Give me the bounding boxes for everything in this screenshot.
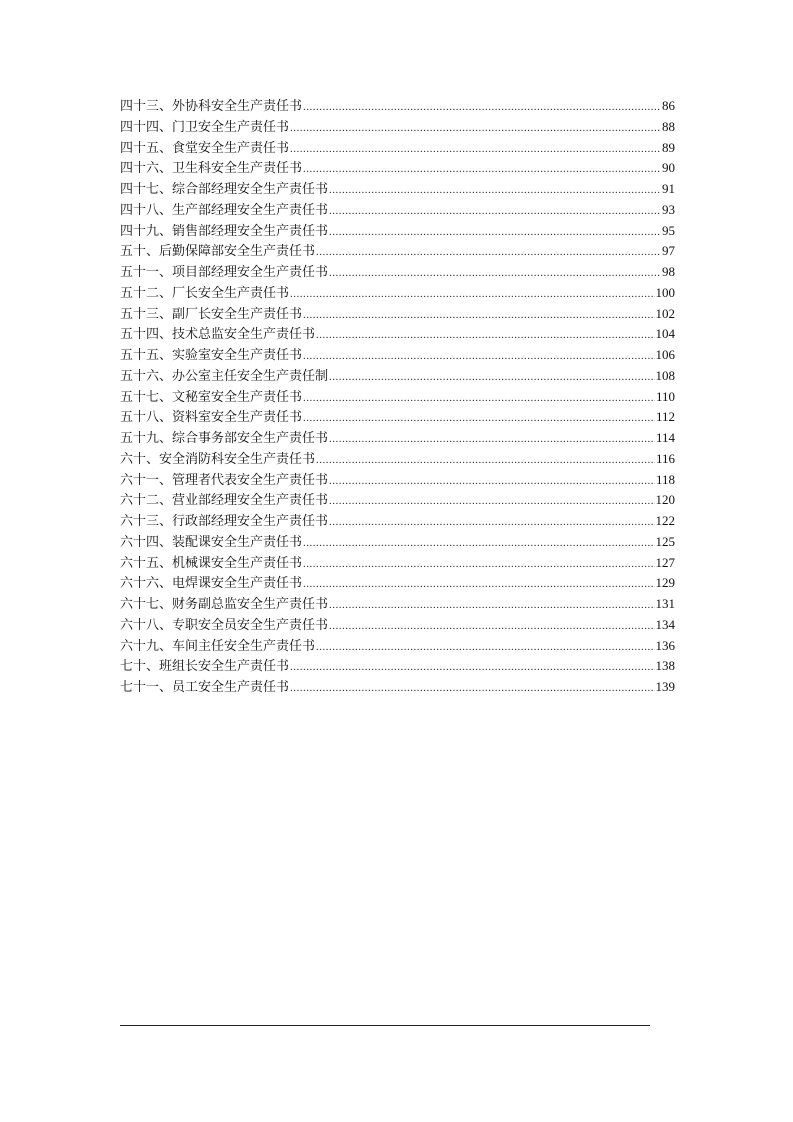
toc-entry-title: 六十四、装配课安全生产责任书 [120, 534, 303, 550]
toc-dot-leader [316, 242, 661, 263]
toc-entry-title: 五十三、副厂长安全生产责任书 [120, 306, 303, 322]
toc-entry-title: 五十一、项目部经理安全生产责任书 [120, 265, 329, 280]
toc-entry-page-number: 122 [655, 513, 675, 528]
toc-dot-leader [329, 491, 654, 512]
toc-dot-leader [290, 678, 654, 699]
toc-entry[interactable] [120, 200, 675, 221]
toc-entry-title: 六十七、财务副总监安全生产责任书 [120, 597, 329, 612]
toc-entry[interactable] [120, 387, 675, 408]
toc-dot-leader [329, 367, 654, 388]
toc-entry-title: 四十八、生产部经理安全生产责任书 [120, 202, 329, 218]
toc-entry-title: 四十九、销售部经理安全生产责任书 [120, 223, 329, 239]
toc-entry[interactable] [120, 615, 675, 636]
toc-entry-title: 六十一、管理者代表安全生产责任书 [120, 472, 329, 488]
toc-entry[interactable] [120, 490, 675, 511]
toc-entry-page-number: 138 [655, 658, 675, 674]
toc-entry-page-number: 89 [662, 139, 675, 155]
toc-entry[interactable] [120, 179, 675, 200]
toc-entry-title: 五十八、资料室安全生产责任书 [120, 410, 303, 426]
toc-entry[interactable] [120, 407, 675, 428]
toc-entry-title: 七十一、员工安全生产责任书 [120, 680, 290, 695]
toc-entry[interactable] [120, 573, 675, 594]
toc-entry[interactable] [120, 304, 675, 325]
toc-entry-page-number: 125 [655, 533, 675, 549]
toc-entry-title: 六十五、机械课安全生产责任书 [120, 555, 303, 571]
toc-entry[interactable] [120, 158, 675, 179]
toc-entry[interactable] [120, 594, 675, 615]
toc-dot-leader [329, 201, 661, 222]
toc-entry[interactable] [120, 324, 675, 345]
toc-entry[interactable] [120, 366, 675, 387]
toc-dot-leader [290, 284, 654, 305]
toc-dot-leader [329, 616, 654, 637]
toc-entry-page-number: 114 [655, 430, 675, 445]
table-of-contents [120, 96, 675, 698]
toc-entry[interactable] [120, 677, 675, 698]
toc-entry-page-number: 120 [655, 492, 675, 508]
toc-entry-title: 四十六、卫生科安全生产责任书 [120, 161, 303, 177]
toc-entry-title: 五十四、技术总监安全生产责任书 [120, 327, 316, 343]
toc-dot-leader [290, 657, 654, 678]
toc-entry-title: 四十五、食堂安全生产责任书 [120, 140, 290, 156]
toc-entry-title: 四十七、综合部经理安全生产责任书 [120, 182, 329, 197]
toc-dot-leader [316, 450, 655, 471]
toc-dot-leader [290, 139, 661, 160]
toc-dot-leader [329, 222, 661, 243]
toc-entry[interactable] [120, 138, 675, 159]
toc-dot-leader [290, 118, 661, 139]
toc-dot-leader [329, 471, 655, 492]
toc-entry[interactable] [120, 656, 675, 677]
toc-entry-page-number: 106 [655, 347, 675, 362]
toc-entry[interactable] [120, 96, 675, 117]
toc-dot-leader [303, 408, 655, 429]
toc-entry-title: 五十、后勤保障部安全生产责任书 [120, 244, 316, 260]
toc-entry-page-number: 98 [662, 264, 675, 279]
toc-dot-leader [303, 574, 654, 595]
toc-entry-title: 六十三、行政部经理安全生产责任书 [120, 514, 329, 529]
toc-entry[interactable] [120, 636, 675, 657]
toc-entry-title: 六十二、营业部经理安全生产责任书 [120, 493, 329, 509]
toc-entry-page-number: 108 [655, 367, 675, 383]
toc-entry-page-number: 91 [662, 181, 675, 196]
toc-entry[interactable] [120, 221, 675, 242]
toc-entry-title: 五十七、文秘室安全生产责任书 [120, 389, 303, 405]
toc-dot-leader [329, 429, 655, 450]
toc-entry-page-number: 139 [655, 679, 675, 694]
toc-entry-title: 五十六、办公室主任安全生产责任制 [120, 368, 329, 384]
toc-entry-page-number: 88 [662, 118, 675, 134]
toc-entry-page-number: 104 [655, 326, 675, 342]
toc-entry[interactable] [120, 532, 675, 553]
toc-entry-page-number: 97 [662, 243, 675, 259]
toc-entry-page-number: 136 [655, 637, 675, 653]
toc-dot-leader [329, 263, 661, 284]
toc-entry[interactable] [120, 511, 675, 532]
toc-dot-leader [303, 159, 661, 180]
toc-entry-page-number: 131 [655, 596, 675, 611]
toc-entry[interactable] [120, 241, 675, 262]
toc-entry-page-number: 129 [655, 575, 675, 591]
toc-dot-leader [303, 97, 661, 118]
toc-entry-page-number: 93 [662, 201, 675, 217]
toc-entry-page-number: 90 [662, 160, 675, 176]
toc-entry-title: 四十三、外协科安全生产责任书 [120, 99, 303, 114]
toc-dot-leader [329, 180, 661, 201]
toc-entry-title: 五十九、综合事务部安全生产责任书 [120, 431, 329, 446]
toc-entry-title: 六十六、电焊课安全生产责任书 [120, 576, 303, 592]
toc-entry-title: 六十、安全消防科安全生产责任书 [120, 451, 316, 467]
toc-entry[interactable] [120, 470, 675, 491]
toc-dot-leader [303, 554, 654, 575]
toc-dot-leader [316, 637, 654, 658]
toc-entry-page-number: 112 [655, 409, 675, 425]
toc-dot-leader [303, 388, 655, 409]
toc-entry[interactable] [120, 553, 675, 574]
toc-entry-page-number: 127 [655, 554, 675, 570]
toc-entry[interactable] [120, 449, 675, 470]
toc-entry-page-number: 118 [655, 471, 675, 487]
toc-entry-page-number: 116 [655, 450, 675, 466]
toc-dot-leader [329, 595, 654, 616]
toc-entry[interactable] [120, 283, 675, 304]
toc-entry[interactable] [120, 262, 675, 283]
toc-entry-title: 四十四、门卫安全生产责任书 [120, 119, 290, 135]
toc-entry-page-number: 102 [655, 305, 675, 321]
toc-dot-leader [303, 305, 654, 326]
toc-entry-page-number: 95 [662, 222, 675, 238]
toc-entry-title: 七十、班组长安全生产责任书 [120, 659, 290, 675]
toc-entry-page-number: 100 [655, 284, 675, 300]
toc-entry-title: 六十八、专职安全员安全生产责任书 [120, 617, 329, 633]
toc-entry[interactable] [120, 117, 675, 138]
toc-dot-leader [316, 325, 654, 346]
toc-dot-leader [329, 512, 654, 533]
toc-entry-title: 六十九、车间主任安全生产责任书 [120, 638, 316, 654]
toc-entry-page-number: 134 [655, 616, 675, 632]
footer-rule [120, 1025, 650, 1026]
toc-entry-page-number: 86 [662, 98, 675, 113]
toc-entry-page-number: 110 [655, 388, 675, 404]
toc-entry[interactable] [120, 345, 675, 366]
toc-dot-leader [303, 346, 654, 367]
toc-entry-title: 五十五、实验室安全生产责任书 [120, 348, 303, 363]
toc-entry[interactable] [120, 428, 675, 449]
toc-entry-title: 五十二、厂长安全生产责任书 [120, 285, 290, 301]
toc-dot-leader [303, 533, 654, 554]
